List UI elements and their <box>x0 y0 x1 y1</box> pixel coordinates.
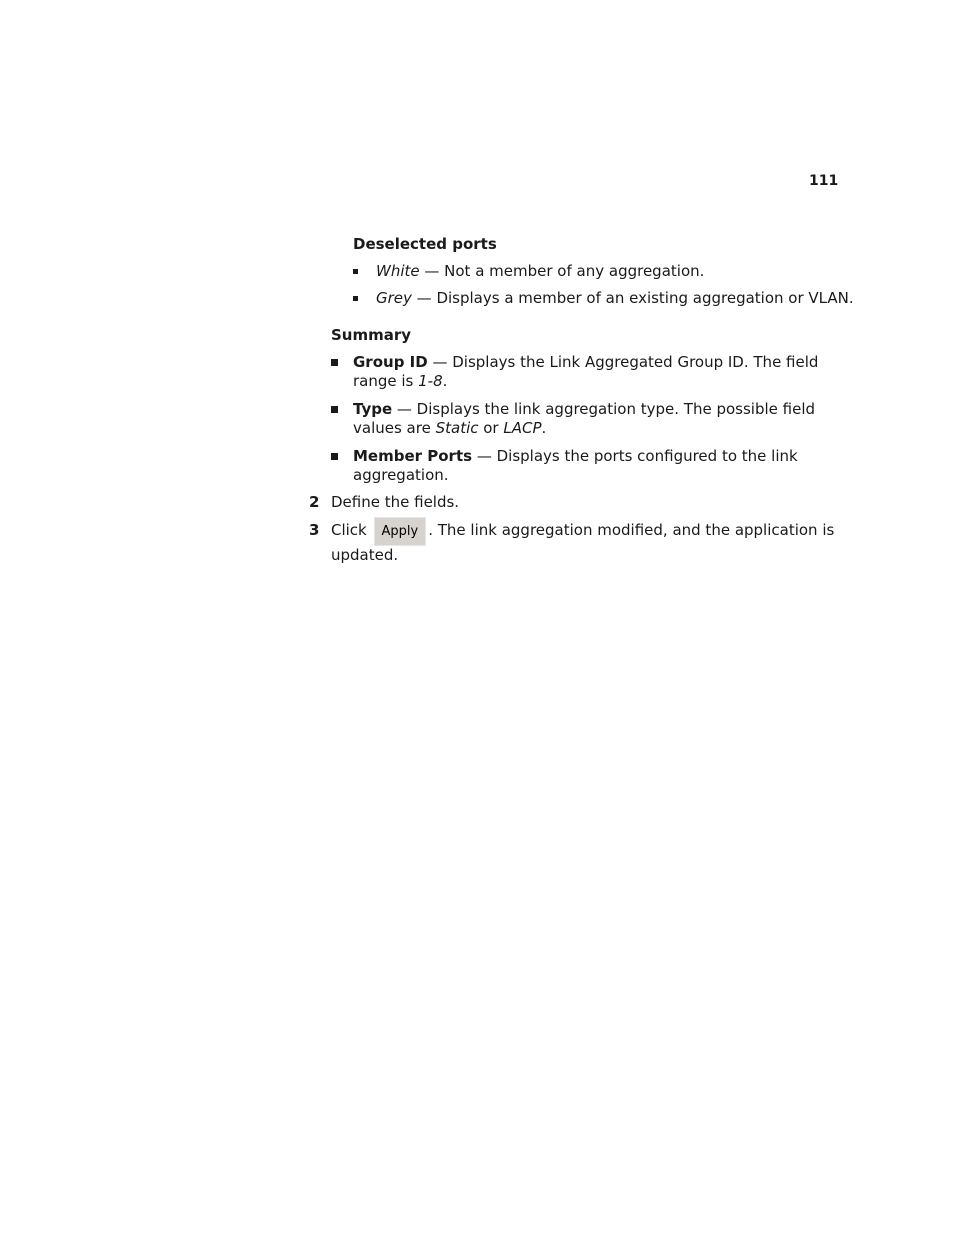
group-id-range: 1-8 <box>418 372 443 390</box>
step-text <box>331 521 849 565</box>
step-2 <box>309 493 849 512</box>
step-3 <box>309 521 849 565</box>
punct: . <box>442 372 448 390</box>
term-member-ports: Member Ports <box>353 447 473 465</box>
list-item-text <box>376 289 854 308</box>
desc-type: — Displays the link aggregation type. The possible field values are <box>353 400 816 437</box>
list-item-member-ports <box>331 447 846 485</box>
term-type: Type <box>353 400 393 418</box>
bullet-icon <box>331 359 338 366</box>
deselected-ports-heading: Deselected ports <box>353 235 497 253</box>
term-white: White <box>376 262 420 280</box>
desc-member-ports: — Displays the ports configured to the link aggregation. <box>353 447 798 484</box>
summary-heading: Summary <box>331 326 412 344</box>
page-number: 111 <box>809 173 839 189</box>
step-text: Define the fields. <box>331 493 460 511</box>
desc-grey: — Displays a member of an existing aggregation or VLAN. <box>411 289 854 307</box>
step-number: 3 <box>309 521 320 539</box>
bullet-icon <box>353 269 358 274</box>
joiner: or <box>478 419 504 437</box>
desc-group-id: — Displays the Link Aggregated Group ID. The field range is <box>353 353 819 390</box>
step-text-before: Click <box>331 521 372 539</box>
term-grey: Grey <box>376 289 412 307</box>
punct: . <box>541 419 547 437</box>
list-item-text <box>376 262 704 281</box>
bullet-icon <box>353 296 358 301</box>
list-item-text <box>353 447 846 485</box>
step-text-after: . The link aggregation modified, and the application is updated. <box>331 521 835 564</box>
step-number: 2 <box>309 493 320 511</box>
bullet-icon <box>331 453 338 460</box>
type-value-lacp: LACP <box>503 419 542 437</box>
list-item-group-id <box>331 353 846 391</box>
type-value-static: Static <box>435 419 479 437</box>
list-item-text <box>353 353 846 391</box>
desc-white: — Not a member of any aggregation. <box>419 262 705 280</box>
list-item-type <box>331 400 846 438</box>
apply-button[interactable]: Apply <box>374 517 427 546</box>
term-group-id: Group ID <box>353 353 428 371</box>
list-item-text <box>353 400 846 438</box>
bullet-icon <box>331 406 338 413</box>
